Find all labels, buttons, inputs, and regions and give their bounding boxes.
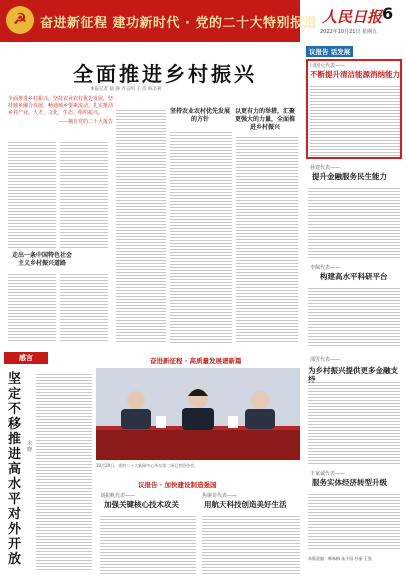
right-item4-title: 为乡村振兴提供更多金融支 — [308, 366, 398, 375]
subhead-1: 坚持农业农村优先发展的方针 — [170, 108, 231, 123]
comment-text — [36, 372, 92, 572]
right-item1-title: 不断提升清洁能源消纳能力 — [310, 70, 400, 79]
right-item1-label: 闫国元代表—— — [310, 63, 346, 69]
article-text-col-3 — [170, 130, 232, 344]
subhead-2: 以更有力的举措，汇聚更强大的力量，全面推进乡村振兴 — [234, 108, 295, 131]
right-item5-text — [308, 492, 400, 550]
subhead-3: 走出一条中国特色社会主义乡村振兴道路 — [12, 252, 73, 267]
lead-text: 全面推进乡村振兴，坚持农业农村优先发展，坚持城乡融合发展，畅通城乡要素流动。扎实推动乡村产业、人才、文化、生态、组织振兴。 — [8, 96, 114, 116]
comment-author: 余 晓 — [26, 440, 32, 452]
right-item5-title: 服务实体经济转型升级 — [312, 478, 387, 487]
article-text-col-1d — [60, 272, 108, 342]
lead-source: ——摘自党的二十大报告 — [57, 119, 113, 125]
right-item2-label: 孙建代表—— — [310, 165, 341, 171]
section-band-1: 奋进新征程 · 高质量发展谱新篇 — [150, 357, 242, 365]
lead-paragraph — [8, 96, 113, 126]
bottom-right-title: 用航天科技创造美好生活 — [204, 500, 287, 509]
right-item3-title: 构建高水平科研平台 — [320, 272, 388, 281]
hammer-sickle-icon: ☭ — [13, 10, 27, 28]
page-number: 6 — [382, 4, 394, 23]
bottom-right-text — [202, 514, 300, 574]
comment-title: 坚定不移推进高水平对外开放 — [8, 372, 22, 567]
section-band-2: 议报告 · 加快建设制造强国 — [138, 481, 217, 489]
newspaper-logo: 人民日报 — [322, 8, 383, 26]
press-conference-photo — [96, 368, 300, 460]
bottom-left-title: 加强关键核心技术攻关 — [104, 500, 179, 509]
photo-illustration — [96, 368, 300, 460]
right-item2-title: 提升金融服务民生能力 — [312, 172, 387, 181]
report-banner — [0, 0, 318, 42]
editors-line: 本版责编：韩咏梅 朱少园 杜丽 王凯 — [308, 556, 372, 561]
byline: 本报记者 郁 静 齐志明 王 浩 陈圣莉 — [90, 87, 162, 92]
right-item4-text — [308, 380, 400, 464]
bottom-left-text — [100, 514, 196, 574]
date-line: 2022年10月21日 星期五 — [320, 29, 378, 35]
article-text-col-4 — [236, 135, 298, 344]
bottom-right-label: 焦娅菲代表—— — [202, 493, 238, 499]
article-text-col-2 — [116, 108, 166, 344]
right-section-tag: 议报告 话发展 — [306, 46, 353, 57]
main-headline: 全面推进乡村振兴 — [73, 62, 257, 86]
right-item3-label: 李佩代表—— — [310, 265, 341, 271]
right-item5-label: 王家诚代表—— — [310, 471, 346, 477]
banner-title: 奋进新征程 建功新时代 · 党的二十大特别报道 — [40, 16, 318, 31]
right-item3-text — [308, 286, 400, 348]
right-item4-label: 邵雪代表—— — [310, 357, 341, 363]
bottom-left-label: 刘振帆代表—— — [100, 493, 136, 499]
photo-caption: 10月20日，党的二十大新闻中心举办第二场记者招待会。 — [96, 463, 199, 468]
comment-tag: 感言 — [4, 352, 48, 364]
article-text-col-1c — [8, 272, 56, 342]
highlight-box — [306, 59, 402, 159]
right-item2-text — [308, 186, 400, 258]
article-text-col-1b — [60, 140, 108, 248]
article-text-col-1a — [8, 140, 56, 248]
